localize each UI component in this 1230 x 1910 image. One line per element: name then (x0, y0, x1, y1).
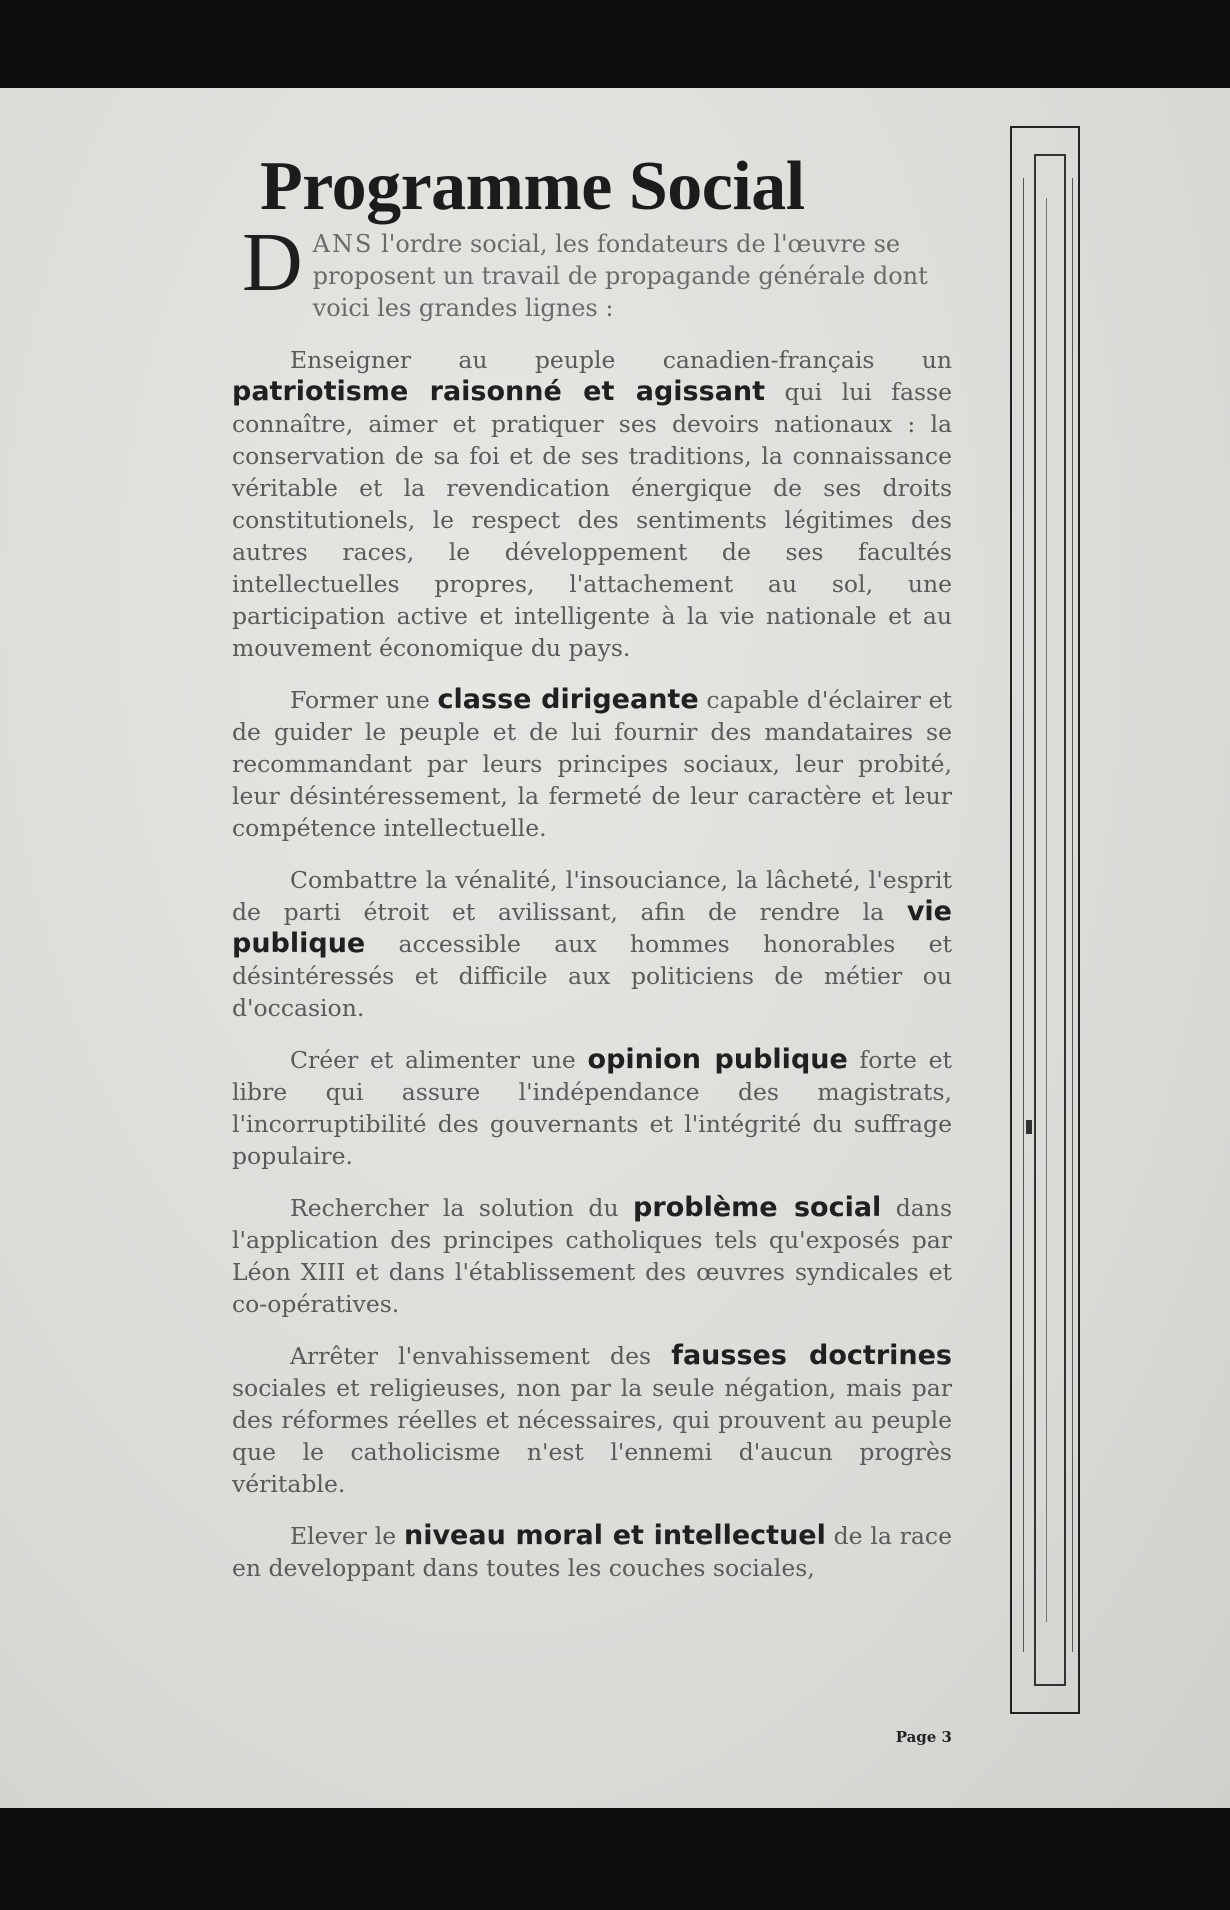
text-run: de la race en developpant dans toutes les couches sociales, (232, 1521, 952, 1582)
text-run: Arrêter l'envahissement des (290, 1341, 672, 1370)
emphasis-term: classe dirigeante (437, 683, 699, 715)
intro-text: l'ordre social, les fondateurs de l'œuvre se proposent un travail de propagande générale dont voici les grandes lignes : (312, 229, 928, 322)
text-run: Créer et alimenter une (290, 1045, 588, 1074)
text-run: capable d'éclairer et de guider le peuple et de lui fournir des mandataires se recommandant par leurs principes sociaux, leur probité, leur désintéressement, la fermeté de leur caractère et leur compétence intellectuelle. (232, 685, 952, 842)
text-run: Combattre la vénalité, l'insouciance, la lâcheté, l'esprit de parti étroit et avilissant, afin de rendre la (232, 865, 952, 926)
emphasis-term: patriotisme raisonné et agissant (232, 375, 766, 407)
decorative-border-frame (1010, 126, 1080, 1714)
text-column (232, 150, 952, 1584)
paragraph-classe-dirigeante (232, 684, 952, 844)
text-run: sociales et religieuses, non par la seule négation, mais par des réformes réelles et nécessaires, qui prouvent au peuple que le catholicisme n'est l'ennemi d'aucun progrès véritable. (232, 1373, 952, 1498)
frame-line (1072, 178, 1073, 1652)
text-run: dans l'application des principes catholiques tels qu'exposés par Léon XIII et dans l'établissement des œuvres syndicales et co-opératives. (232, 1193, 952, 1318)
text-run: Enseigner au peuple canadien-français un (290, 345, 952, 374)
text-run: Elever le (290, 1521, 404, 1550)
text-run: qui lui fasse connaître, aimer et pratiquer ses devoirs nationaux : la conservation de sa foi et de ses traditions, la connaissance véritable et la revendication énergique de ses droits constitutionels, le respect des sentiments légitimes des autres races, le développement de ses facultés intellectuelles propres, l'attachement au sol, une participation active et intelligente à la vie nationale et au mouvement économique du pays. (232, 377, 952, 662)
drop-cap: D (242, 215, 303, 309)
emphasis-term: vie publique (232, 895, 952, 959)
paragraph-probleme-social (232, 1192, 952, 1320)
text-run: Rechercher la solution du (290, 1193, 634, 1222)
text-run: accessible aux hommes honorables et désintéressés et difficile aux politiciens de métier ou d'occasion. (232, 929, 952, 1022)
intro-paragraph (242, 215, 952, 324)
emphasis-term: problème social (633, 1191, 882, 1223)
paragraph-opinion-publique (232, 1044, 952, 1172)
paragraph-niveau-moral (232, 1520, 952, 1584)
frame-mark (1026, 1120, 1032, 1134)
frame-line (1023, 178, 1024, 1652)
frame-inner-rule (1034, 154, 1066, 1686)
document-page (0, 88, 1230, 1808)
frame-line (1046, 198, 1047, 1622)
emphasis-term: opinion publique (587, 1043, 848, 1075)
page-number: Page 3 (895, 1728, 952, 1746)
text-run: Former une (290, 685, 438, 714)
text-run: forte et libre qui assure l'indépendance des magistrats, l'incorruptibilité des gouvernants et l'intégrité du suffrage populaire. (232, 1045, 952, 1170)
intro-smallcaps: ANS (312, 229, 374, 258)
emphasis-term: niveau moral et intellectuel (403, 1519, 826, 1551)
paragraph-vie-publique (232, 864, 952, 1024)
page-title: Programme Social (260, 148, 805, 225)
emphasis-term: fausses doctrines (671, 1339, 952, 1371)
paragraph-patriotisme (232, 344, 952, 664)
paragraph-fausses-doctrines (232, 1340, 952, 1500)
